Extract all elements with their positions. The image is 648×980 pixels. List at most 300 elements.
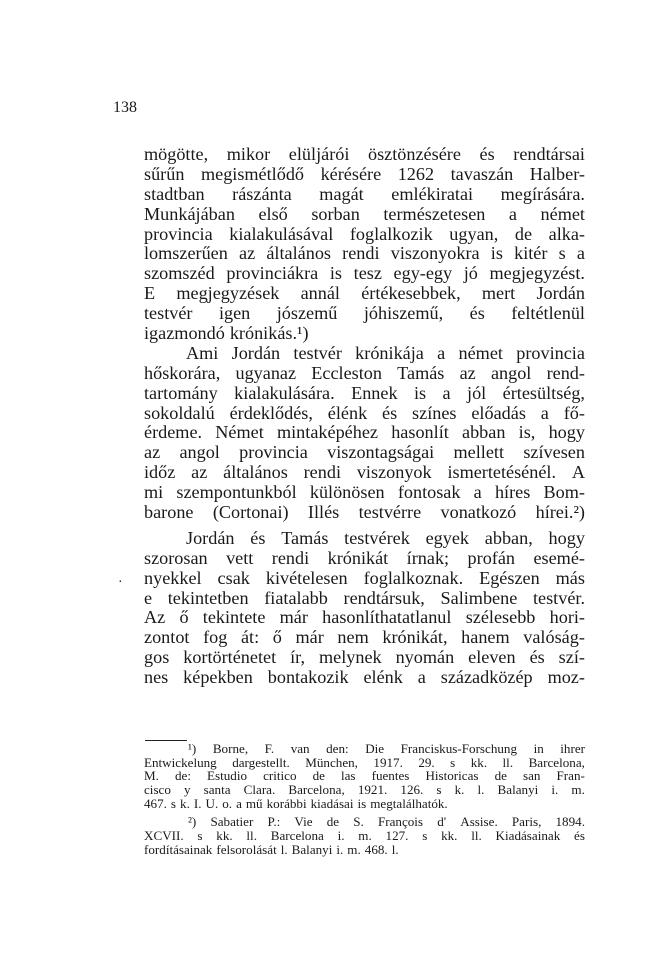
- word: is: [357, 795, 367, 811]
- word: Jordán: [536, 283, 585, 304]
- word: Vie: [294, 814, 313, 830]
- word: már: [279, 607, 308, 628]
- word: melynek: [318, 647, 382, 668]
- body-line: [144, 264, 585, 284]
- word: elénk: [363, 667, 403, 688]
- word: igazmondó: [144, 323, 225, 344]
- word: fiatalabb: [264, 587, 328, 608]
- word: már: [295, 627, 324, 648]
- word: különösen: [309, 482, 385, 503]
- word: Ami: [186, 342, 219, 363]
- word: Kiadásainak: [495, 828, 561, 844]
- word: Halber-: [529, 163, 585, 184]
- word: rendi: [303, 462, 341, 483]
- word: Historicas: [425, 768, 479, 784]
- word: hogy: [548, 527, 585, 548]
- word: in: [533, 741, 544, 756]
- word: krónikája: [355, 342, 424, 363]
- word: ösztönzésére: [368, 144, 461, 164]
- word: ismertetésénél.: [447, 462, 557, 483]
- word: de:: [174, 768, 191, 784]
- word: az: [239, 243, 256, 264]
- word: híres: [494, 482, 531, 503]
- word: magát: [319, 183, 364, 204]
- word: nes: [144, 667, 169, 688]
- word: de: [312, 768, 325, 784]
- word: mi: [144, 482, 164, 503]
- word: eleven: [468, 647, 516, 668]
- word: rendi: [271, 547, 310, 568]
- word: időz: [144, 462, 176, 483]
- body-line: [144, 503, 585, 523]
- word: ²): [188, 814, 197, 830]
- word: Az: [144, 607, 166, 628]
- word: rendtársai: [513, 144, 585, 164]
- body-line: [144, 324, 585, 344]
- word: kiadásai: [310, 795, 354, 811]
- word: l.: [280, 841, 288, 857]
- word: i.: [336, 841, 344, 857]
- word: abban: [462, 422, 506, 443]
- word: Illés: [307, 502, 340, 523]
- word: Ennek: [351, 382, 398, 403]
- word: de: [514, 223, 533, 244]
- word: jószemű: [276, 303, 338, 324]
- word: a: [417, 667, 426, 688]
- word: első: [258, 203, 288, 224]
- body-line: [144, 165, 585, 185]
- footnotes: [144, 742, 585, 857]
- word: emlékiratai: [391, 183, 474, 204]
- body-line: [144, 423, 585, 443]
- word: hőskorára,: [144, 362, 221, 383]
- word: a: [540, 402, 549, 423]
- word: S.: [353, 814, 364, 830]
- word: fontosak: [397, 482, 461, 503]
- word: át:: [240, 627, 260, 648]
- word: U.: [205, 795, 219, 811]
- word: ihrer: [560, 741, 585, 756]
- word: testvérek: [344, 527, 410, 548]
- word: és: [250, 527, 266, 548]
- word: Német: [215, 422, 264, 443]
- word: e: [144, 587, 153, 608]
- word: tekintete: [202, 607, 266, 628]
- word: egy-egy: [393, 263, 453, 284]
- word: profán: [467, 547, 516, 568]
- word: angol: [179, 442, 220, 463]
- word: megjegyzések: [176, 283, 280, 304]
- word: mögötte,: [144, 144, 209, 164]
- page-number: 138: [113, 99, 137, 116]
- word: rendi: [342, 243, 380, 264]
- word: szomszéd: [144, 263, 215, 284]
- word: P.:: [267, 814, 281, 830]
- word: Jordán: [186, 527, 235, 548]
- word: ll.: [471, 828, 482, 844]
- footnote-divider: [145, 740, 187, 741]
- word: német: [540, 203, 585, 224]
- word: hírei.²): [535, 502, 585, 523]
- word: fő-: [563, 402, 585, 423]
- word: századközép: [440, 667, 533, 688]
- word: kk.: [470, 754, 488, 770]
- word: és: [469, 303, 485, 324]
- word: valóság-: [523, 627, 585, 648]
- word: München,: [305, 754, 358, 770]
- word: l.: [477, 782, 485, 798]
- word: Sabatier: [210, 814, 254, 830]
- word: viszonyokra: [390, 243, 480, 264]
- body-line: [144, 608, 585, 628]
- word: Entwickelung: [144, 754, 217, 770]
- word: kialakulásával: [229, 223, 334, 244]
- word: értesültség,: [502, 382, 585, 403]
- word: viszonyok: [356, 462, 432, 483]
- body-line: [144, 205, 585, 225]
- word: hori-: [549, 607, 585, 628]
- word: rászánta: [232, 183, 292, 204]
- word: Salimbene: [440, 587, 518, 608]
- word: lomszerűen: [144, 243, 228, 264]
- word: rendtársuk,: [343, 587, 425, 608]
- word: santa: [203, 782, 231, 798]
- body-line: [144, 344, 585, 364]
- word: megírására.: [500, 183, 585, 204]
- word: dargestellt.: [232, 754, 290, 770]
- word: kérésére: [320, 163, 382, 184]
- word: k.: [454, 782, 465, 798]
- word: sorban: [311, 203, 360, 224]
- word: kortörténetet: [183, 647, 277, 668]
- word: de: [326, 814, 340, 830]
- word: XCVII.: [144, 828, 184, 844]
- word: tartomány: [144, 382, 218, 403]
- word: a: [576, 243, 585, 264]
- word: 126.: [400, 782, 424, 798]
- word: szélesebb: [465, 607, 536, 628]
- word: testvér: [144, 303, 193, 324]
- word: I.: [193, 795, 202, 811]
- word: Barcelona: [270, 828, 324, 844]
- word: a: [236, 795, 242, 811]
- word: nyomán: [395, 647, 455, 668]
- word: a: [508, 203, 517, 224]
- word: természetesen: [383, 203, 486, 224]
- word: mellett: [453, 442, 505, 463]
- word: 127.: [385, 828, 409, 844]
- word: szorosan: [144, 547, 208, 568]
- word: krónikát,: [382, 627, 448, 648]
- word: de: [494, 768, 507, 784]
- body-line: [144, 364, 585, 384]
- word: fuentes: [371, 768, 410, 784]
- word: ¹): [188, 741, 197, 756]
- word: l.: [391, 841, 399, 857]
- word: ugyanaz: [235, 362, 297, 383]
- word: nem: [337, 627, 369, 648]
- word: ll.: [246, 828, 257, 844]
- word: rend-: [546, 362, 585, 383]
- word: kk.: [441, 828, 458, 844]
- word: általános: [223, 462, 288, 483]
- word: értékesebbek,: [361, 283, 461, 304]
- word: F.: [264, 741, 275, 756]
- body-text: [144, 145, 585, 688]
- footnote-line: [144, 783, 585, 797]
- word: Assise.: [460, 814, 498, 830]
- word: képekben: [183, 667, 253, 688]
- word: Clara.: [243, 782, 276, 798]
- word: van: [290, 741, 310, 756]
- word: Barcelona,: [528, 754, 585, 770]
- word: testvér: [293, 342, 342, 363]
- word: o.: [222, 795, 233, 811]
- word: a: [437, 342, 446, 363]
- body-line: [144, 284, 585, 304]
- word: vett: [226, 547, 254, 568]
- body-line: [144, 145, 585, 165]
- word: (Cortonai): [212, 502, 289, 523]
- margin-mark: ·: [118, 575, 123, 590]
- word: Eccleston: [311, 362, 382, 383]
- word: Munkájában: [144, 203, 235, 224]
- word: gos: [144, 647, 170, 668]
- word: megismétlődő: [200, 163, 305, 184]
- word: s: [436, 782, 442, 798]
- word: foglalkoznak.: [363, 567, 464, 588]
- word: élénk: [327, 402, 368, 423]
- word: nyekkel: [144, 567, 202, 588]
- word: ír,: [290, 647, 306, 668]
- word: általános: [266, 243, 331, 264]
- word: hogy: [548, 422, 585, 443]
- word: igen: [218, 303, 251, 324]
- word: den:: [326, 741, 349, 756]
- word: jóhiszemű,: [363, 303, 444, 324]
- word: zontot: [144, 627, 190, 648]
- word: más: [555, 567, 585, 588]
- word: írnak;: [406, 547, 450, 568]
- word: és: [574, 828, 585, 844]
- word: Die: [365, 741, 385, 756]
- word: mintaképéhez: [276, 422, 378, 443]
- word: Estudio: [207, 768, 248, 784]
- footnote-line: [144, 815, 585, 829]
- word: érdeme.: [144, 422, 203, 443]
- word: sokoldalú: [144, 402, 215, 423]
- word: a: [442, 382, 451, 403]
- word: krónikás.¹): [229, 323, 309, 344]
- word: critico: [263, 768, 297, 784]
- word: is,: [518, 422, 536, 443]
- word: az: [459, 362, 476, 383]
- word: E: [144, 283, 156, 304]
- body-line: [144, 225, 585, 245]
- word: feltétlenül: [511, 303, 585, 324]
- footnote-line: [144, 742, 585, 756]
- body-line: [144, 185, 585, 205]
- word: d': [437, 814, 447, 830]
- body-line: [144, 304, 585, 324]
- word: csak: [217, 567, 250, 588]
- body-line: [144, 384, 585, 404]
- body-line: [144, 569, 585, 589]
- word: mikor: [226, 144, 271, 164]
- word: a: [473, 482, 482, 503]
- word: foglalkozik: [349, 223, 433, 244]
- word: hasonlíthatatlanul: [322, 607, 452, 628]
- word: fordításainak: [144, 841, 213, 857]
- word: kk.: [216, 828, 233, 844]
- word: fog: [203, 627, 228, 648]
- word: német: [458, 342, 503, 363]
- word: san: [522, 768, 541, 784]
- word: kitér: [514, 243, 548, 264]
- word: 468.: [364, 841, 388, 857]
- body-line: [144, 668, 585, 688]
- word: krónikát: [327, 547, 389, 568]
- word: 1917.: [373, 754, 403, 770]
- word: elüljárói: [288, 144, 350, 164]
- word: szí-: [558, 647, 585, 668]
- word: hanem: [461, 627, 510, 648]
- word: Paris,: [511, 814, 542, 830]
- word: i.: [551, 782, 559, 798]
- word: ugyan,: [449, 223, 499, 244]
- word: érdeklődés,: [229, 402, 313, 423]
- word: jó: [463, 263, 478, 284]
- word: Borne,: [212, 741, 249, 756]
- word: ll.: [502, 754, 514, 770]
- word: tekintetben: [167, 587, 249, 608]
- word: provinciákra: [226, 263, 319, 284]
- word: az: [191, 462, 208, 483]
- word: jól: [467, 382, 487, 403]
- word: egyek: [425, 527, 470, 548]
- word: s: [558, 243, 566, 264]
- word: Fran-: [556, 768, 585, 784]
- word: színes: [412, 402, 457, 423]
- word: Egészen: [479, 567, 540, 588]
- word: is: [413, 382, 427, 403]
- word: stadtban: [144, 183, 205, 204]
- word: provincia: [144, 223, 213, 244]
- word: is: [329, 263, 343, 284]
- word: angol: [490, 362, 532, 383]
- word: és: [529, 647, 545, 668]
- word: i.: [337, 828, 345, 844]
- word: előadás: [471, 402, 526, 423]
- word: tesz: [353, 263, 382, 284]
- word: és: [382, 402, 398, 423]
- word: cisco: [144, 782, 171, 798]
- word: esemé-: [533, 547, 585, 568]
- word: is: [490, 243, 503, 264]
- word: M.: [144, 768, 159, 784]
- word: hasonlít: [391, 422, 449, 443]
- body-line: [144, 549, 585, 569]
- word: mű: [245, 795, 263, 811]
- word: moz-: [547, 667, 585, 688]
- word: y: [184, 782, 191, 798]
- word: viszontagságai: [327, 442, 435, 463]
- word: Balanyi: [291, 841, 333, 857]
- word: az: [144, 442, 161, 463]
- word: tavaszán: [450, 163, 514, 184]
- word: korábbi: [266, 795, 307, 811]
- word: A: [571, 462, 585, 483]
- word: kialakulására.: [234, 382, 335, 403]
- word: mert: [481, 283, 516, 304]
- word: s: [197, 828, 203, 844]
- word: abban,: [484, 527, 533, 548]
- word: szempontunkból: [176, 482, 297, 503]
- word: sűrűn: [144, 163, 185, 184]
- word: kivételesen: [265, 567, 348, 588]
- body-line: [144, 443, 585, 463]
- word: annál: [300, 283, 340, 304]
- word: ő: [272, 627, 282, 648]
- body-line: [144, 244, 585, 264]
- footnote-line: [144, 843, 585, 857]
- word: vonatkozó: [440, 502, 517, 523]
- footnote-line: [144, 797, 585, 811]
- word: felsorolását: [216, 841, 277, 857]
- word: Tamás: [397, 362, 445, 383]
- word: las: [340, 768, 356, 784]
- word: alka-: [548, 223, 585, 244]
- word: François: [377, 814, 424, 830]
- body-line: [144, 529, 585, 549]
- word: barone: [144, 502, 194, 523]
- body-line: [144, 628, 585, 648]
- word: 29.: [418, 754, 435, 770]
- word: szívesen: [523, 442, 585, 463]
- word: megjegyzést.: [489, 263, 585, 284]
- word: Balanyi: [497, 782, 539, 798]
- body-line: [144, 463, 585, 483]
- word: Tamás: [281, 527, 329, 548]
- word: m.: [571, 782, 585, 798]
- word: 467.: [144, 795, 167, 811]
- word: bontakozik: [267, 667, 349, 688]
- body-line: [144, 648, 585, 668]
- footnote-line: [144, 829, 585, 843]
- word: 1262: [397, 163, 435, 184]
- word: és: [479, 144, 495, 164]
- word: Jordán: [231, 342, 281, 363]
- word: Bom-: [543, 482, 585, 503]
- word: s: [170, 795, 177, 811]
- word: m.: [358, 828, 372, 844]
- word: Franciskus-Forschung: [400, 741, 518, 756]
- body-line: [144, 589, 585, 609]
- body-line: [144, 404, 585, 424]
- word: Barcelona,: [288, 782, 345, 798]
- word: s: [422, 828, 428, 844]
- footnote-line: [144, 756, 585, 770]
- word: s: [450, 754, 456, 770]
- word: megtalálhatók.: [370, 795, 448, 811]
- word: m.: [347, 841, 361, 857]
- word: testvér.: [532, 587, 585, 608]
- word: testvérre: [358, 502, 422, 523]
- word: provincia: [516, 342, 585, 363]
- body-line: [144, 483, 585, 503]
- word: provincia: [239, 442, 308, 463]
- word: 1894.: [555, 814, 585, 830]
